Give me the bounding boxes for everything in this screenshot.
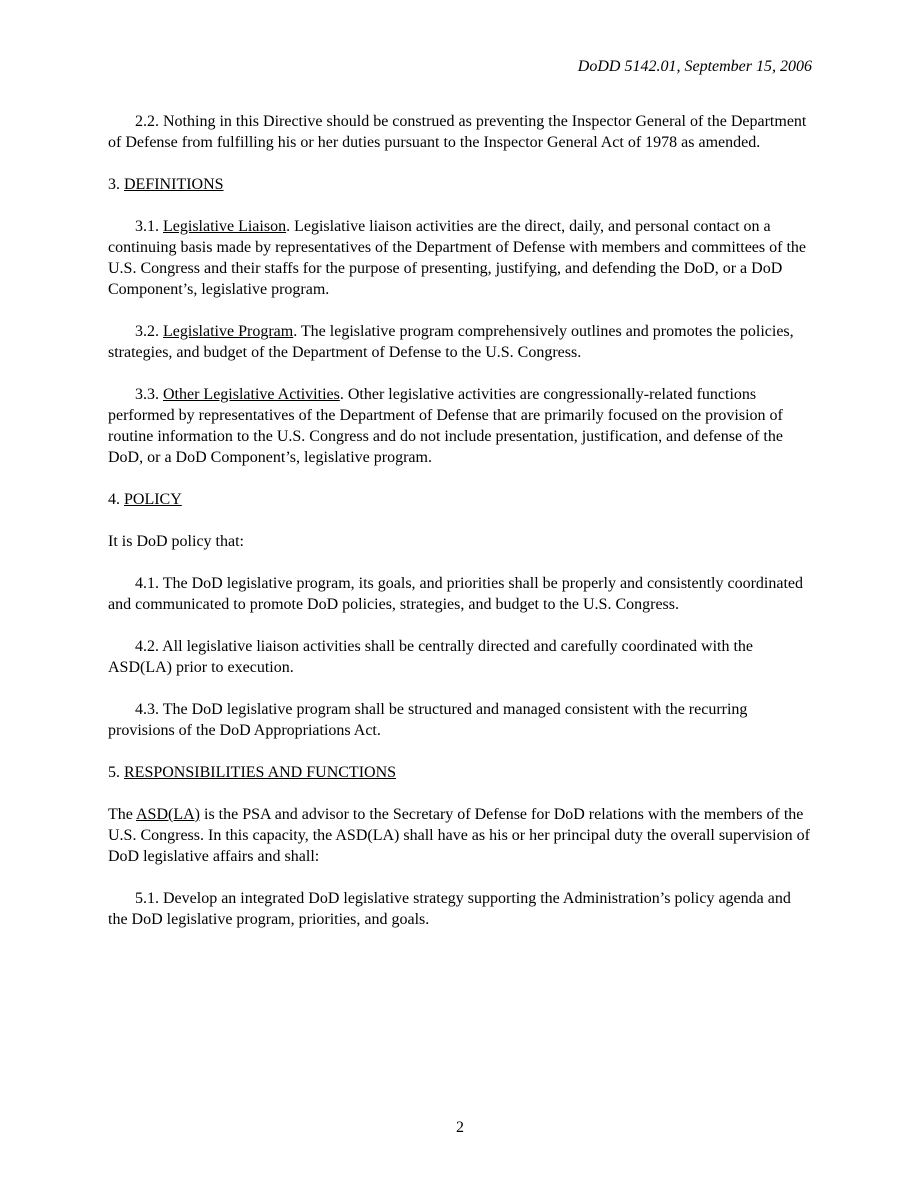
definition-3-2-number: 3.2. xyxy=(135,323,163,340)
policy-4-3: 4.3. The DoD legislative program shall be structured and managed consistent with the recurring provisions of the DoD Appropriations Act. xyxy=(108,701,748,739)
definition-3-2-term: Legislative Program xyxy=(163,323,294,340)
definition-3-3-term: Other Legislative Activities xyxy=(163,386,340,403)
section-5-heading xyxy=(108,762,814,783)
paragraph-2-2: 2.2. Nothing in this Directive should be construed as preventing the Inspector General of the Department of Defense from fulfilling his or her duties pursuant to the Inspector General Act of 1978 as amended. xyxy=(108,113,807,151)
asd-la-term: ASD(LA) xyxy=(136,806,200,823)
definition-3-3-text: . Other legislative activities are congressionally-related functions performed by representatives of the Department of Defense that are primarily focused on the provision of routine information to the U.S. Congress and do not include presentation, justification, and defense of the DoD, or a DoD Component’s, legislative program. xyxy=(108,386,783,466)
section-5-number: 5. xyxy=(108,764,124,781)
section-3-heading xyxy=(108,174,814,195)
section-4-heading xyxy=(108,489,814,510)
page-number: 2 xyxy=(456,1119,464,1136)
definition-3-1-term: Legislative Liaison xyxy=(163,218,287,235)
definition-3-2 xyxy=(108,321,814,363)
policy-4-1: 4.1. The DoD legislative program, its goals, and priorities shall be properly and consistently coordinated and communicated to promote DoD policies, strategies, and budget to the U.S. Congress. xyxy=(108,575,803,613)
page-body xyxy=(108,111,814,951)
section-3-number: 3. xyxy=(108,176,124,193)
section-4-intro: It is DoD policy that: xyxy=(108,533,244,550)
section-5-intro xyxy=(108,804,814,867)
definition-3-2-text: . The legislative program comprehensively outlines and promotes the policies, strategies, and budget of the Department of Defense to the U.S. Congress. xyxy=(108,323,794,361)
definition-3-1-number: 3.1. xyxy=(135,218,163,235)
section-5-intro-prefix: The xyxy=(108,806,136,823)
section-5-intro-suffix: is the PSA and advisor to the Secretary of Defense for DoD relations with the members of the U.S. Congress. In this capacity, the ASD(LA) shall have as his or her principal duty the overall supervision of DoD legislative affairs and shall: xyxy=(108,806,810,865)
definition-3-1 xyxy=(108,216,814,300)
definition-3-3 xyxy=(108,384,814,468)
section-4-number: 4. xyxy=(108,491,124,508)
definition-3-1-text: . Legislative liaison activities are the direct, daily, and personal contact on a continuing basis made by representatives of the Department of Defense with members and committees of the U.S. Congress and their staffs for the purpose of presenting, justifying, and defending the DoD, or a DoD Component’s, legislative program. xyxy=(108,218,807,298)
document-reference-header: DoDD 5142.01, September 15, 2006 xyxy=(577,58,812,75)
policy-4-2: 4.2. All legislative liaison activities shall be centrally directed and carefully coordinated with the ASD(LA) prior to execution. xyxy=(108,638,754,676)
responsibility-5-1: 5.1. Develop an integrated DoD legislative strategy supporting the Administration’s policy agenda and the DoD legislative program, priorities, and goals. xyxy=(108,890,791,928)
section-3-title: DEFINITIONS xyxy=(124,176,224,193)
section-5-title: RESPONSIBILITIES AND FUNCTIONS xyxy=(124,764,397,781)
section-4-title: POLICY xyxy=(124,491,182,508)
definition-3-3-number: 3.3. xyxy=(135,386,163,403)
